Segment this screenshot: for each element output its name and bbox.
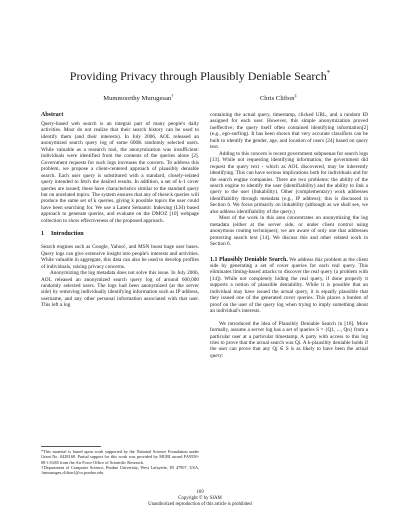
abstract-heading: Abstract: [41, 112, 64, 118]
right-paragraph-3: Most of the work in this area concentrates on anonymizing the log metadata (either at the server side, or under client control using anonymous routing techniques); we are aware of only one that addresses protecting search text [14]. We discuss this and other related work in Section 6.: [210, 215, 368, 248]
subsection-1-1-title: Plausibly Deniable Search.: [219, 256, 288, 263]
page-number: 169: [196, 490, 204, 495]
section-1-heading: [41, 231, 199, 238]
author-2: [260, 92, 297, 103]
subsection-1-1-paragraph-1: We address this problem at the client side by generating a set of cover queries for each real query. This eliminates timing-based attacks to discover the real query (a problem with [14]). While not completely hiding the real query, if done properly it supports a notion of plausible deniability. While it is possible that an individual may have issued the actual query, it is equally plausible that they issued one of the generated cover queries. This places a burden of proof on the user of the query log when trying to imply something about an individual's interests.: [210, 256, 369, 315]
subsection-1-1-paragraph-2: We introduced the idea of Plausibly Deniable Search in [16]. More formally, assume a server log has a set of queries S = {Q1, ..., Qn} from a particular user at a particular timestamp. A party with access to this log tries to prove that the actual search was Qi. A k-plausibly deniable holds if the user can prove that any Qj ∈ S is as likely to have been the actual query:: [210, 320, 368, 359]
left-column: [41, 112, 199, 496]
page-footer: [0, 490, 400, 508]
author-1-name: Mummoorthy Murugesan: [103, 95, 172, 103]
intro-paragraph-2: Anonymizing the log metadata does not solve this issue. In July 2006, AOL released an anonymized search query log of around 600,000 randomly selected users. The logs had been anonymized (at the server side) by removing individually identifying information such as IP address, username, and any other personal information associated with that user. This left a log: [41, 270, 199, 309]
subsection-1-1-block: [210, 257, 368, 315]
title-text: Providing Privacy through Plausibly Deniable Search: [69, 69, 327, 83]
footnote-2: †Department of Computer Science, Purdue University, West Lafayette, IN 47907, USA, {mmuruges,clifton}@cs.purdue.edu: [41, 464, 199, 476]
reproduction-notice: Unauthorized reproduction of this article is prohibited: [148, 502, 252, 507]
author-1: [103, 92, 173, 103]
section-1-title: Introduction: [51, 231, 84, 238]
author-2-mark: ‡: [294, 93, 297, 98]
subsection-1-1-number: 1.1: [210, 256, 218, 263]
author-list: [60, 92, 340, 103]
intro-paragraph-1: Search engines such as Google, Yahoo!, and MSN boast huge user bases. Query logs can give extensive insight into people's interests and activities. While valuable in aggregate, this data can also be used to develop profiles of individuals, raising privacy concerns.: [41, 244, 199, 270]
right-paragraph-2: Adding to this concern is recent government subpoenas for search logs [13]. While not requesting identifying information, the government did request the query text - which as AOL discovered, may be inherently identifying. This can have serious implications both for individuals and for the search engine companies. There are two problems: the ability of the search engine to identify the user (identifiability) and the ability to link a query to the user (linkability). Other (complementary) work addresses identifiability through metadata (e.g., IP address); this is discussed in Section 6. We focus primarily on linkability (although as we shall see, we also address identifiability of the query.): [210, 150, 368, 215]
paper-title: [0, 66, 400, 83]
copyright-line: Copyright © by SIAM: [178, 496, 222, 501]
footnote-rule: [41, 446, 101, 447]
abstract-text: Query-based web search is an integral part of many people's daily activities. Most do not realize that their search history can be used to identify them (and their interests). In July 2006, AOL released an anonymized search query log of some 600K randomly selected users. While valuable as a research tool, the anonymization was insufficient: individuals were identified from the contents of the queries alone [2]. Government requests for such logs increases the concern. To address this problem, we propose a client-centered approach of plausibly deniable search. Each user query is substituted with a standard, closely-related query intended to fetch the desired results. In addition, a set of k-1 cover queries are issued; these have characteristics similar to the standard query but on unrelated topics. The system ensures that any of these k queries will produce the same set of k queries, giving k possible topics the user could have been searching for. We use a Latent Semantic Indexing (LSI) based approach to generate queries, and evaluate on the DMOZ [10] webpage collection to show effectiveness of the proposed approach.: [41, 121, 199, 224]
section-1-number: 1: [41, 231, 44, 238]
right-column: [210, 112, 368, 512]
title-footnote-mark: *: [326, 69, 331, 77]
right-paragraph-1: containing the actual query, timestamp, clicked URL, and a random ID assigned for each user. However, this simple anonymization proved ineffective; the query itself often contained identifying information[2] (e.g., ego-surfing). It has been shown that very accurate classifiers can be built to identify the gender, age, and location of users [24] based on query text.: [210, 112, 368, 151]
author-1-mark: †: [171, 93, 174, 98]
footnotes: [41, 446, 199, 475]
footnote-1: *This material is based upon work supported by the National Science Foundation under Grant No. 0428168. Partial support for this work was provided by MURI award FA9550-08-1-0265 from the Air Force Office of Scientific Research.: [41, 449, 199, 465]
author-2-name: Chris Clifton: [259, 95, 295, 103]
